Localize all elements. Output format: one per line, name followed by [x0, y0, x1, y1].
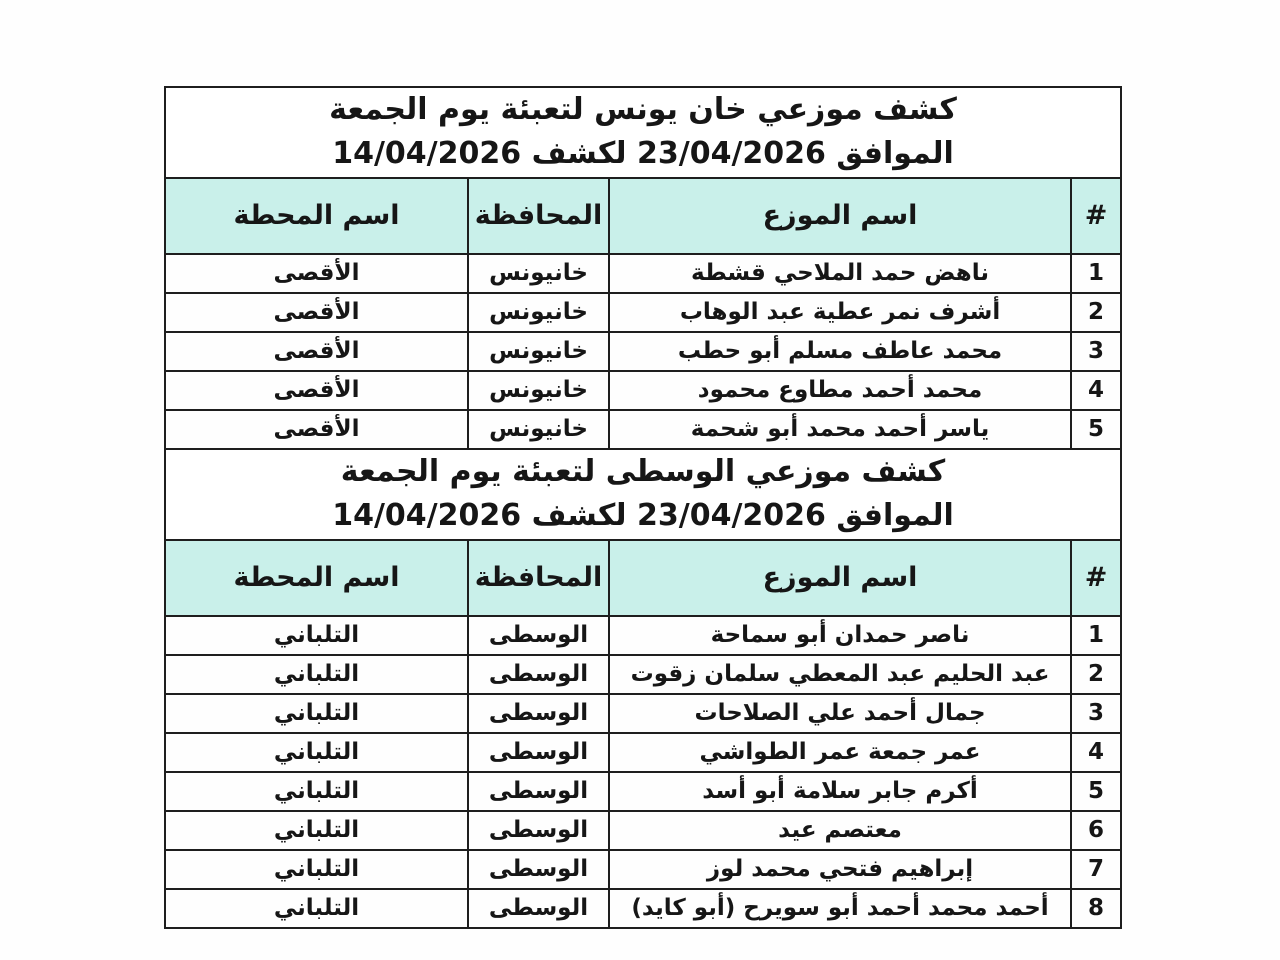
distributor-name: جمال أحمد علي الصلاحات: [609, 694, 1071, 733]
row-number: 8: [1071, 889, 1121, 928]
governorate: الوسطى: [468, 772, 609, 811]
table-row: [165, 772, 1121, 811]
station-name: التلباني: [165, 889, 468, 928]
governorate: الوسطى: [468, 616, 609, 655]
governorate: خانيونس: [468, 410, 609, 449]
governorate: الوسطى: [468, 733, 609, 772]
governorate: خانيونس: [468, 254, 609, 293]
station-name: التلباني: [165, 733, 468, 772]
distributor-name: إبراهيم فتحي محمد لوز: [609, 850, 1071, 889]
distributors-table: [164, 86, 1122, 929]
station-name: الأقصى: [165, 293, 468, 332]
column-header-number: #: [1071, 540, 1121, 616]
station-name: التلباني: [165, 772, 468, 811]
section1-title-line2: الموافق 23/04/2026 لكشف 14/04/2026: [332, 136, 954, 172]
governorate: الوسطى: [468, 889, 609, 928]
row-number: 1: [1071, 254, 1121, 293]
governorate: الوسطى: [468, 694, 609, 733]
station-name: التلباني: [165, 616, 468, 655]
station-name: التلباني: [165, 694, 468, 733]
table-row: [165, 733, 1121, 772]
section2-title-line1: كشف موزعي الوسطى لتعبئة يوم الجمعة: [340, 453, 946, 489]
section1-title-row: [165, 87, 1121, 178]
section1-title-line1: كشف موزعي خان يونس لتعبئة يوم الجمعة: [329, 92, 957, 127]
distributor-name: أشرف نمر عطية عبد الوهاب: [609, 293, 1071, 332]
governorate: خانيونس: [468, 332, 609, 371]
table-row: [165, 850, 1121, 889]
table-row: [165, 655, 1121, 694]
distributor-name: عمر جمعة عمر الطواشي: [609, 733, 1071, 772]
section2-title: [165, 449, 1121, 540]
station-name: التلباني: [165, 850, 468, 889]
distributor-name: محمد عاطف مسلم أبو حطب: [609, 332, 1071, 371]
governorate: الوسطى: [468, 811, 609, 850]
distributor-name: ناهض حمد الملاحي قشطة: [609, 254, 1071, 293]
table-row: [165, 410, 1121, 449]
section2-title-line2: الموافق 23/04/2026 لكشف 14/04/2026: [332, 498, 954, 534]
governorate: خانيونس: [468, 371, 609, 410]
table-row: [165, 616, 1121, 655]
governorate: الوسطى: [468, 850, 609, 889]
row-number: 4: [1071, 371, 1121, 410]
row-number: 5: [1071, 410, 1121, 449]
distributor-name: أكرم جابر سلامة أبو أسد: [609, 772, 1071, 811]
column-header-station-name: اسم المحطة: [165, 178, 468, 254]
section1-header-row: [165, 178, 1121, 254]
column-header-distributor-name: اسم الموزع: [609, 540, 1071, 616]
table-row: [165, 254, 1121, 293]
governorate: خانيونس: [468, 293, 609, 332]
column-header-governorate: المحافظة: [468, 540, 609, 616]
row-number: 2: [1071, 293, 1121, 332]
distributor-name: عبد الحليم عبد المعطي سلمان زقوت: [609, 655, 1071, 694]
table-row: [165, 371, 1121, 410]
table-row: [165, 811, 1121, 850]
distributor-name: ناصر حمدان أبو سماحة: [609, 616, 1071, 655]
table-row: [165, 694, 1121, 733]
station-name: الأقصى: [165, 332, 468, 371]
station-name: الأقصى: [165, 371, 468, 410]
section1-title: [165, 87, 1121, 178]
station-name: التلباني: [165, 655, 468, 694]
distributor-name: محمد أحمد مطاوع محمود: [609, 371, 1071, 410]
section2-title-row: [165, 449, 1121, 540]
station-name: الأقصى: [165, 254, 468, 293]
table-row: [165, 889, 1121, 928]
distributor-name: أحمد محمد أحمد أبو سويرح (أبو كايد): [609, 889, 1071, 928]
station-name: التلباني: [165, 811, 468, 850]
column-header-distributor-name: اسم الموزع: [609, 178, 1071, 254]
station-name: الأقصى: [165, 410, 468, 449]
row-number: 4: [1071, 733, 1121, 772]
column-header-station-name: اسم المحطة: [165, 540, 468, 616]
column-header-number: #: [1071, 178, 1121, 254]
row-number: 1: [1071, 616, 1121, 655]
distributor-name: معتصم عيد: [609, 811, 1071, 850]
row-number: 3: [1071, 332, 1121, 371]
row-number: 2: [1071, 655, 1121, 694]
row-number: 3: [1071, 694, 1121, 733]
governorate: الوسطى: [468, 655, 609, 694]
table-row: [165, 332, 1121, 371]
section2-header-row: [165, 540, 1121, 616]
row-number: 5: [1071, 772, 1121, 811]
column-header-governorate: المحافظة: [468, 178, 609, 254]
row-number: 6: [1071, 811, 1121, 850]
table-row: [165, 293, 1121, 332]
row-number: 7: [1071, 850, 1121, 889]
distributor-name: ياسر أحمد محمد أبو شحمة: [609, 410, 1071, 449]
